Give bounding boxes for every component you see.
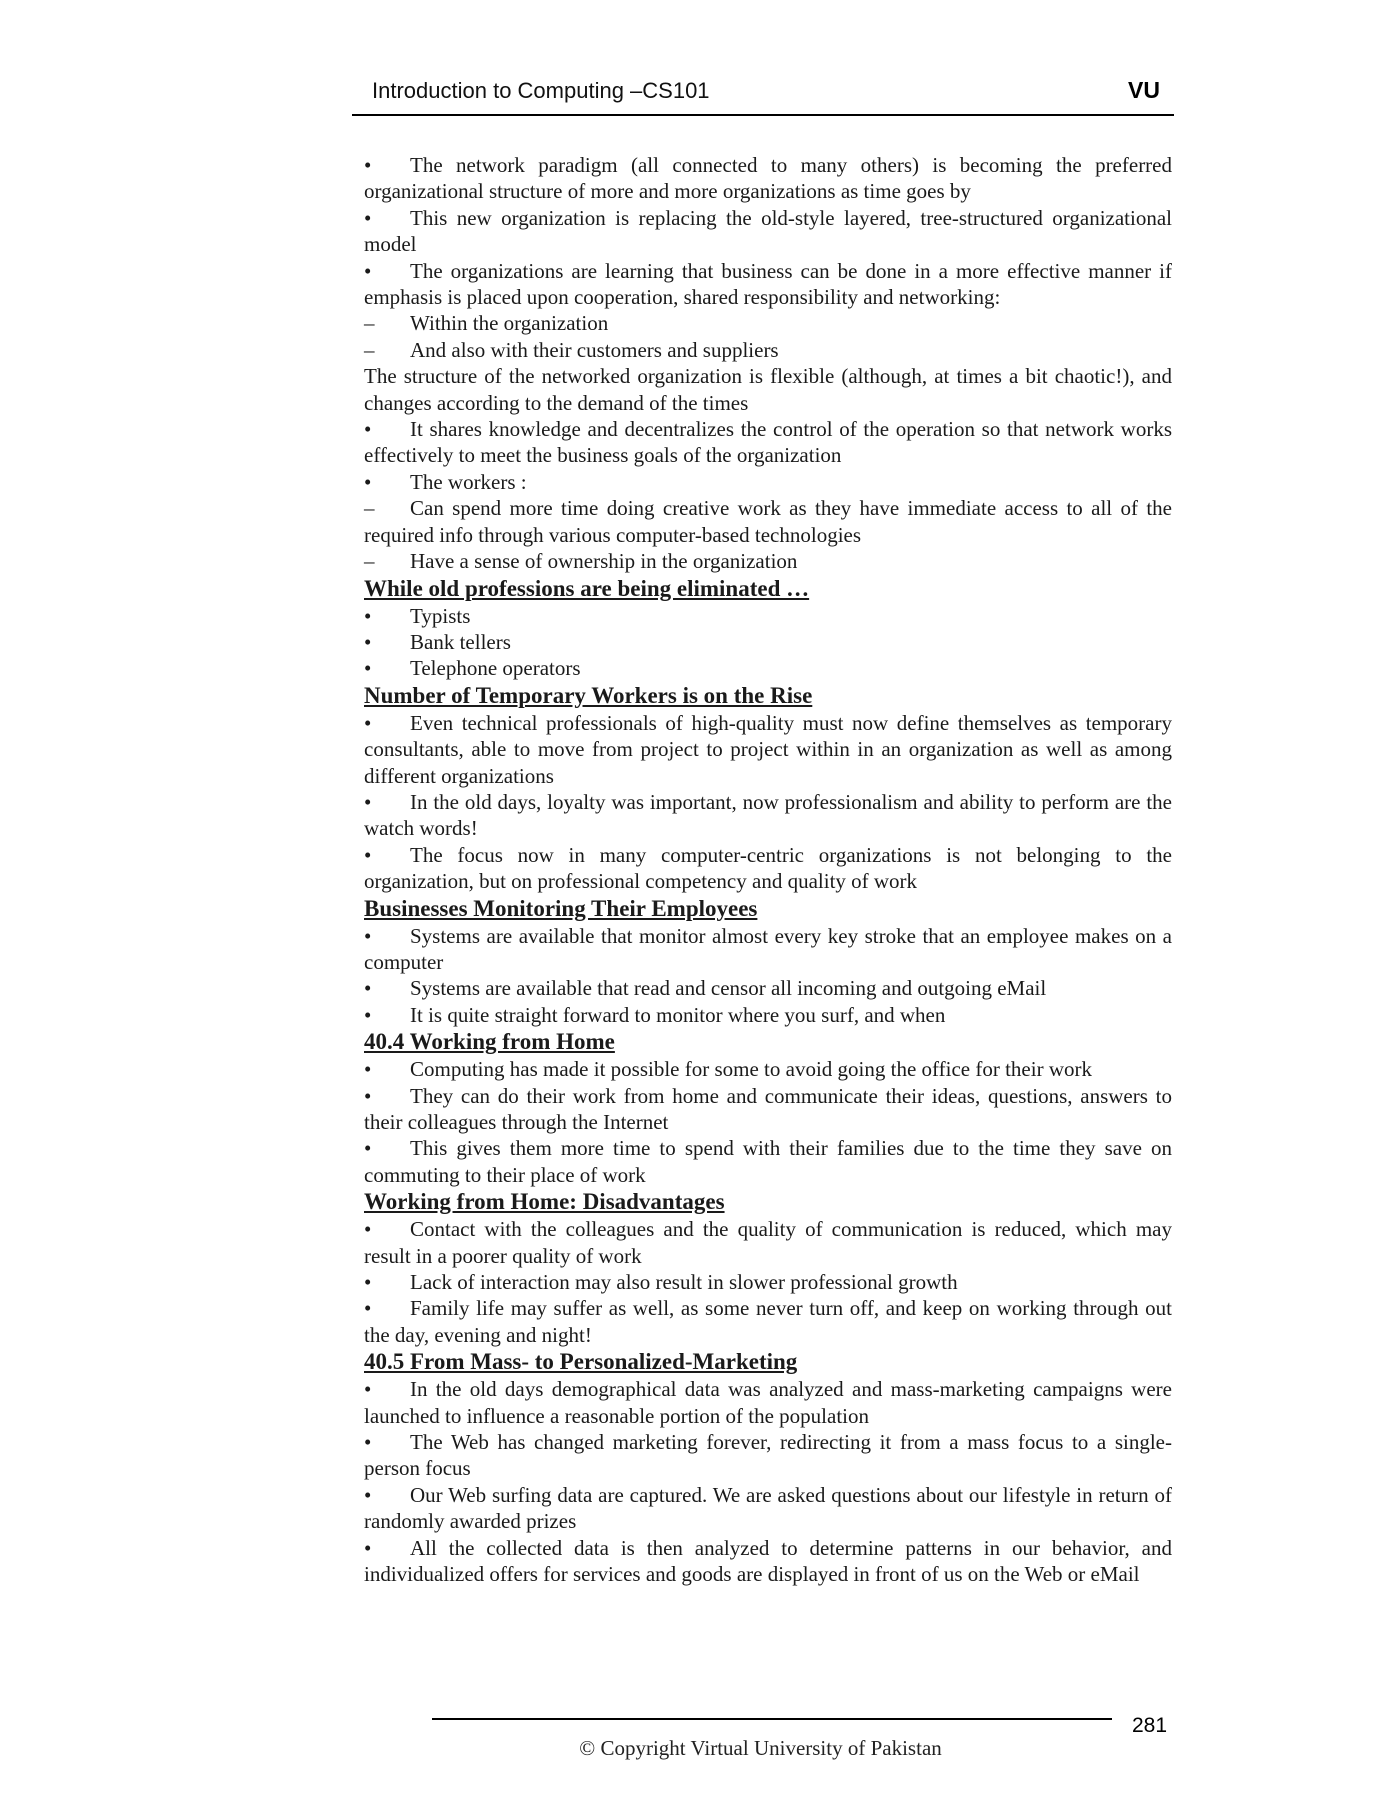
item-text: Bank tellers [410,629,511,654]
bullet-item [364,152,1172,205]
bullet-marker: • [364,1057,372,1082]
bullet-item [364,655,1172,681]
section-heading: 40.5 From Mass- to Personalized-Marketing [364,1349,798,1375]
item-text: The Web has changed marketing forever, redirecting it from a mass focus to a single-person focus [364,1430,1172,1481]
bullet-item [364,1083,1172,1136]
section-heading: While old professions are being eliminated … [364,575,810,601]
bullet-marker: • [364,1083,372,1108]
bullet-marker: • [364,789,372,814]
bullet-marker: • [364,205,372,230]
document-title: Introduction to Computing –CS101 [372,78,710,103]
bullet-item [364,1002,1172,1028]
section-heading: Working from Home: Disadvantages [364,1189,725,1215]
item-text: This gives them more time to spend with their families due to the time they save on commuting to their place of work [364,1136,1172,1187]
section-heading: Number of Temporary Workers is on the Rise [364,682,813,708]
item-text: This new organization is replacing the old-style layered, tree-structured organizational model [364,205,1172,257]
bullet-item [364,710,1172,789]
bullet-item [364,1376,1172,1429]
bullet-marker: • [364,153,372,177]
bullet-item [364,923,1172,976]
bullet-marker: • [364,603,372,628]
dash-marker: – [364,549,375,574]
dash-marker: – [364,311,375,336]
bullet-item [364,205,1172,258]
institution-mark: VU [1128,77,1160,103]
bullet-item [364,1056,1172,1082]
bullet-marker: • [364,1136,372,1161]
copyright-notice: © Copyright Virtual University of Pakistan [579,1736,942,1760]
bullet-marker: • [364,923,372,948]
item-text: It shares knowledge and decentralizes the control of the operation so that network works effectively to meet the business goals of the organization [364,417,1172,468]
item-text: The organizations are learning that business can be done in a more effective manner if emphasis is placed upon cooperation, shared responsibility and networking: [364,258,1172,310]
item-text: Even technical professionals of high-quality must now define themselves as temporary consultants, able to move from project to project within in an organization as well as among different organizations [364,710,1172,788]
bullet-item [364,789,1172,842]
page-header [352,74,1174,116]
bullet-item [364,1535,1172,1588]
bullet-item [364,603,1172,629]
bullet-marker: • [364,1002,372,1027]
item-text: The workers : [410,469,527,494]
bullet-marker: • [364,1535,372,1560]
bullet-marker: • [364,417,372,442]
dash-marker: – [364,496,375,521]
bullet-item [364,629,1172,655]
item-text: And also with their customers and suppliers [410,337,779,362]
bullet-marker: • [364,842,372,867]
bullet-marker: • [364,1377,372,1402]
item-text: Our Web surfing data are captured. We are asked questions about our lifestyle in return of randomly awarded prizes [364,1482,1172,1534]
item-text: In the old days demographical data was analyzed and mass-marketing campaigns were launched to influence a reasonable portion of the population [364,1377,1172,1428]
item-text: Contact with the colleagues and the quality of communication is reduced, which may result in a poorer quality of work [364,1217,1172,1268]
document-body [364,152,1172,1588]
section-heading: 40.4 Working from Home [364,1029,615,1055]
item-text: In the old days, loyalty was important, now professionalism and ability to perform are the watch words! [364,789,1172,841]
item-text: The network paradigm (all connected to many others) is becoming the preferred organizational structure of more and more organizations as time goes by [364,153,1172,204]
bullet-item [364,1429,1172,1482]
bullet-marker: • [364,656,372,681]
item-text: Systems are available that read and censor all incoming and outgoing eMail [410,976,1047,1001]
item-text: The focus now in many computer-centric organizations is not belonging to the organization, but on professional competency and quality of work [364,842,1172,894]
dash-item [364,495,1172,548]
item-text: Family life may suffer as well, as some never turn off, and keep on working through out the day, evening and night! [364,1296,1172,1347]
bullet-item [364,1135,1172,1188]
item-text: Telephone operators [410,656,581,681]
item-text: Within the organization [410,311,609,336]
item-text: It is quite straight forward to monitor where you surf, and when [410,1002,946,1027]
item-text: Can spend more time doing creative work as they have immediate access to all of the required info through various computer-based technologies [364,496,1172,547]
item-text: Typists [410,603,471,628]
bullet-item [364,1269,1172,1295]
paragraph: The structure of the networked organization is flexible (although, at times a bit chaotic!), and changes according to the demand of the times [364,364,1172,415]
bullet-marker: • [364,258,372,283]
bullet-marker: • [364,469,372,494]
item-text: Computing has made it possible for some to avoid going the office for their work [410,1057,1092,1082]
dash-item [364,548,1172,574]
bullet-item [364,1216,1172,1269]
item-text: Have a sense of ownership in the organization [410,549,798,574]
item-text: Systems are available that monitor almost every key stroke that an employee makes on a computer [364,923,1172,974]
section-heading: Businesses Monitoring Their Employees [364,895,758,921]
bullet-item [364,469,1172,495]
item-text: They can do their work from home and communicate their ideas, questions, answers to their colleagues through the Internet [364,1083,1172,1134]
dash-item [364,337,1172,363]
item-text: Lack of interaction may also result in slower professional growth [410,1270,958,1295]
bullet-item [364,416,1172,469]
bullet-marker: • [364,629,372,654]
bullet-marker: • [364,1296,372,1321]
bullet-item [364,975,1172,1001]
page-number: 281 [1132,1714,1168,1737]
bullet-marker: • [364,1217,372,1242]
bullet-item [364,1482,1172,1535]
bullet-marker: • [364,1482,372,1507]
footer-divider [432,1718,1112,1720]
bullet-marker: • [364,976,372,1001]
bullet-item [364,1295,1172,1348]
bullet-item [364,842,1172,895]
dash-marker: – [364,337,375,362]
bullet-marker: • [364,1270,372,1295]
bullet-marker: • [364,1430,372,1455]
item-text: All the collected data is then analyzed to determine patterns in our behavior, and individualized offers for services and goods are displayed in front of us on the Web or eMail [364,1535,1172,1587]
bullet-item [364,258,1172,311]
bullet-marker: • [364,710,372,735]
dash-item [364,310,1172,336]
